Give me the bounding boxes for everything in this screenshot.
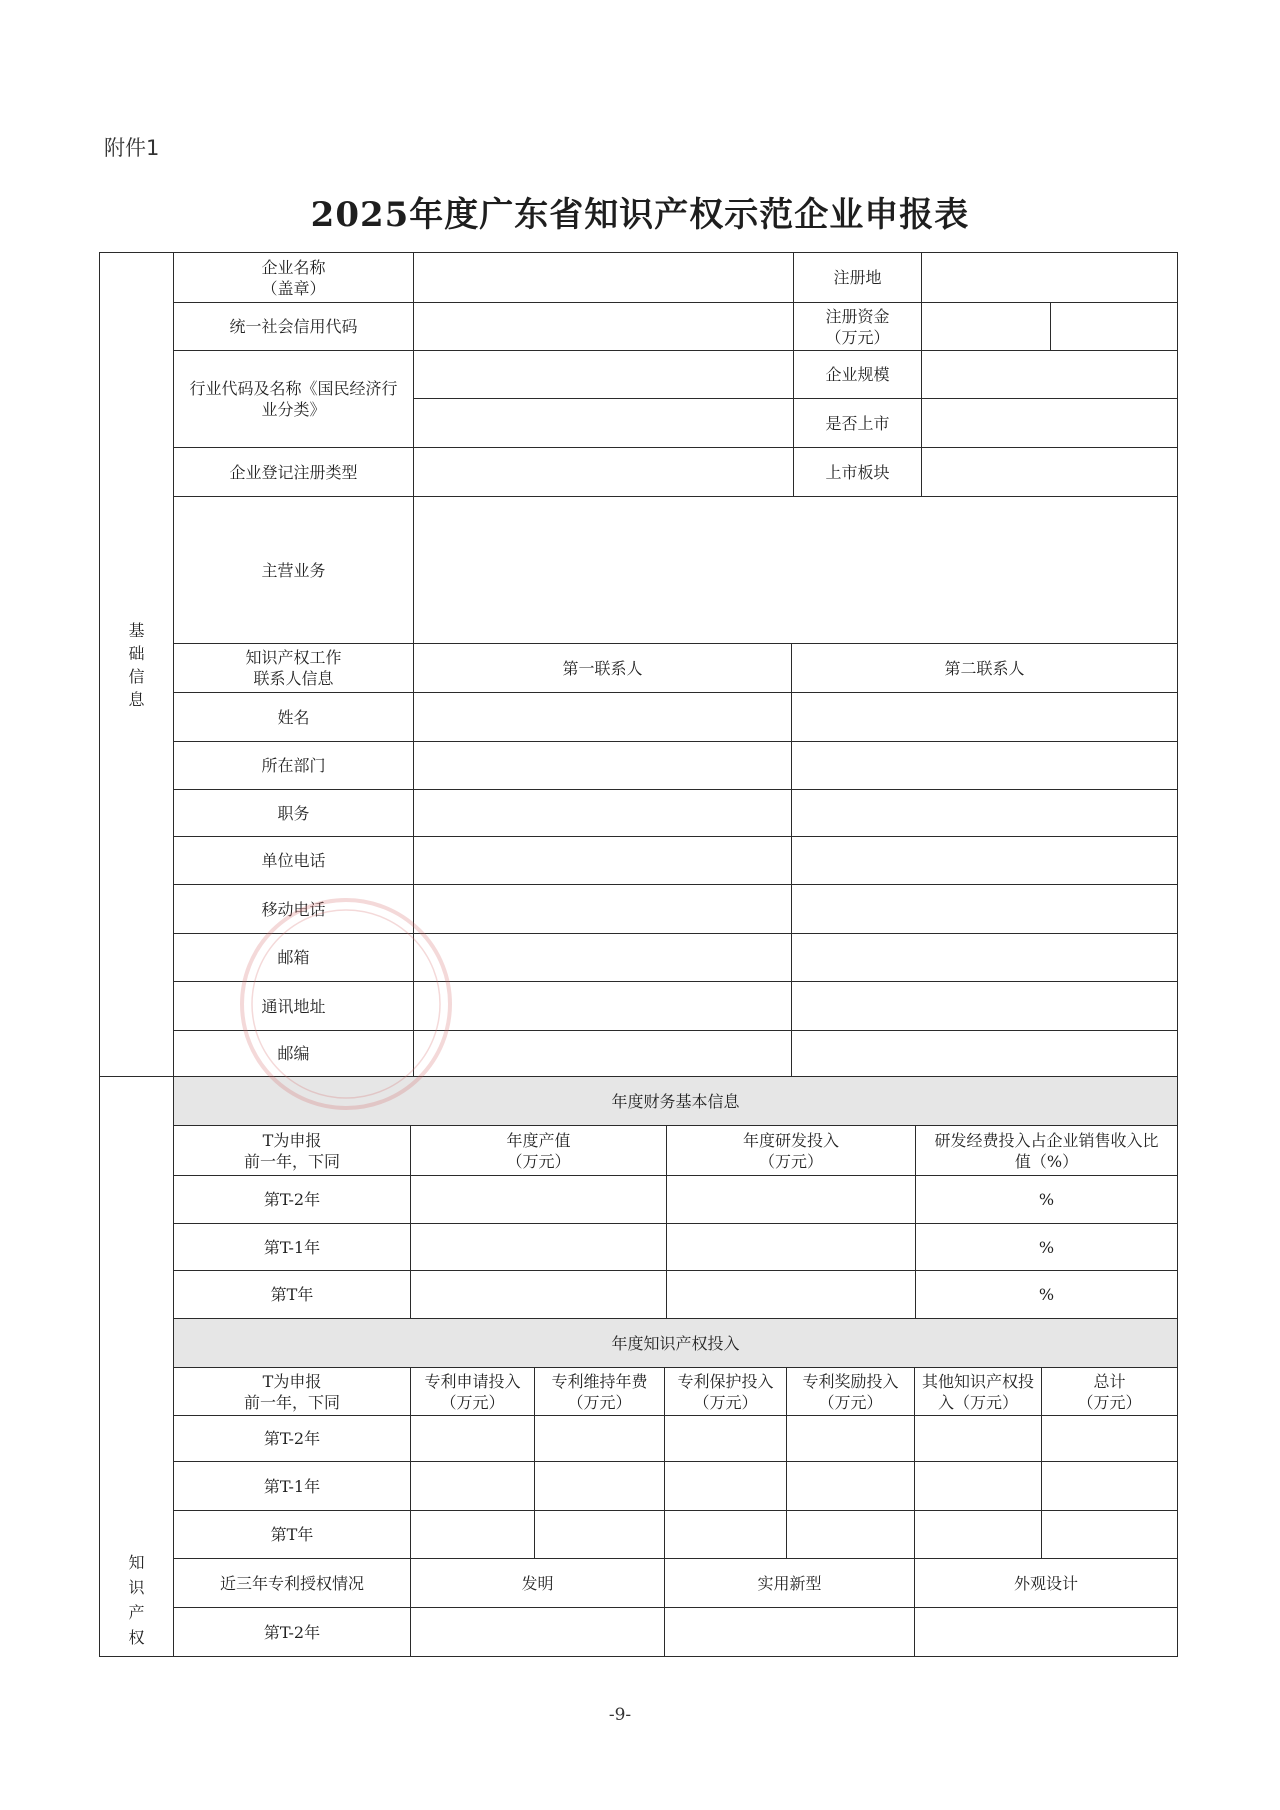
contact-postcode-second-value	[792, 1031, 1178, 1077]
finance-rd-ratio-value: %	[916, 1224, 1178, 1271]
basic-info-section-label: 基础信息	[128, 620, 145, 709]
contact-mobile-second-value	[792, 885, 1178, 934]
patent-grants-header-design: 外观设计	[915, 1559, 1178, 1608]
ip-investment-protection-value	[665, 1462, 787, 1511]
ip-investment-total-value	[1042, 1416, 1178, 1462]
contact-email-first-value	[414, 934, 792, 982]
contact-row-label-mobile: 移动电话	[174, 885, 414, 934]
first-contact-header: 第一联系人	[414, 644, 792, 693]
contact-info-label: 知识产权工作 联系人信息	[174, 644, 414, 693]
contact-row-label-name: 姓名	[174, 693, 414, 742]
listing-board-label: 上市板块	[794, 448, 922, 497]
contact-department-first-value	[414, 742, 792, 790]
ip-investment-header-application: 专利申请投入 （万元）	[411, 1368, 535, 1416]
ip-investment-protection-value	[665, 1511, 787, 1559]
main-business-label: 主营业务	[174, 497, 414, 644]
ip-investment-header-protection: 专利保护投入 （万元）	[665, 1368, 787, 1416]
finance-header-rd-investment: 年度研发投入 （万元）	[667, 1126, 916, 1176]
finance-section-title: 年度财务基本信息	[174, 1077, 1178, 1126]
registration-type-label: 企业登记注册类型	[174, 448, 414, 497]
patent-grants-utility-model-value	[665, 1608, 915, 1657]
ip-investment-reward-value	[787, 1511, 915, 1559]
contact-row-label-email: 邮箱	[174, 934, 414, 982]
ip-investment-row-year: 第T-1年	[174, 1462, 411, 1511]
contact-row-label-address: 通讯地址	[174, 982, 414, 1031]
second-contact-header: 第二联系人	[792, 644, 1178, 693]
registration-type-value	[414, 448, 794, 497]
finance-rd-ratio-value: %	[916, 1176, 1178, 1224]
contact-position-second-value	[792, 790, 1178, 837]
contact-name-first-value	[414, 693, 792, 742]
enterprise-scale-value	[922, 351, 1178, 399]
ip-section-cell	[100, 1077, 174, 1657]
registered-capital-value-1	[922, 303, 1051, 351]
ip-investment-total-value	[1042, 1462, 1178, 1511]
company-name-value	[414, 253, 794, 303]
registered-place-value	[922, 253, 1178, 303]
contact-office-phone-first-value	[414, 837, 792, 885]
contact-mobile-first-value	[414, 885, 792, 934]
ip-investment-other-value	[915, 1462, 1042, 1511]
contact-email-second-value	[792, 934, 1178, 982]
patent-grants-row-year: 第T-2年	[174, 1608, 411, 1657]
industry-name-value	[414, 399, 794, 448]
ip-investment-application-value	[411, 1511, 535, 1559]
contact-office-phone-second-value	[792, 837, 1178, 885]
contact-row-label-position: 职务	[174, 790, 414, 837]
ip-investment-row-year: 第T年	[174, 1511, 411, 1559]
page-number: -9-	[608, 1705, 632, 1725]
finance-rd-investment-value	[667, 1271, 916, 1319]
contact-address-first-value	[414, 982, 792, 1031]
finance-row-year: 第T-2年	[174, 1176, 411, 1224]
contact-position-first-value	[414, 790, 792, 837]
credit-code-value	[414, 303, 794, 351]
ip-investment-total-value	[1042, 1511, 1178, 1559]
ip-investment-other-value	[915, 1511, 1042, 1559]
registered-capital-label: 注册资金 （万元）	[794, 303, 922, 351]
ip-investment-section-title: 年度知识产权投入	[174, 1319, 1178, 1368]
ip-investment-maintenance-value	[535, 1416, 665, 1462]
contact-address-second-value	[792, 982, 1178, 1031]
company-name-label: 企业名称 （盖章）	[174, 253, 414, 303]
contact-name-second-value	[792, 693, 1178, 742]
is-listed-label: 是否上市	[794, 399, 922, 448]
patent-grants-header-utility-model: 实用新型	[665, 1559, 915, 1608]
finance-header-rd-ratio: 研发经费投入占企业销售收入比 值（%）	[916, 1126, 1178, 1176]
ip-investment-other-value	[915, 1416, 1042, 1462]
finance-output-value	[411, 1271, 667, 1319]
patent-grants-invention-value	[411, 1608, 665, 1657]
patent-grants-label: 近三年专利授权情况	[174, 1559, 411, 1608]
ip-investment-header-reward: 专利奖励投入 （万元）	[787, 1368, 915, 1416]
ip-investment-header-year: T为申报 前一年，下同	[174, 1368, 411, 1416]
ip-investment-maintenance-value	[535, 1462, 665, 1511]
finance-rd-ratio-value: %	[916, 1271, 1178, 1319]
contact-postcode-first-value	[414, 1031, 792, 1077]
form-title: 2025年度广东省知识产权示范企业申报表	[310, 195, 970, 235]
ip-investment-reward-value	[787, 1416, 915, 1462]
ip-investment-application-value	[411, 1462, 535, 1511]
is-listed-value	[922, 399, 1178, 448]
enterprise-scale-label: 企业规模	[794, 351, 922, 399]
ip-investment-reward-value	[787, 1462, 915, 1511]
finance-header-output: 年度产值 （万元）	[411, 1126, 667, 1176]
ip-investment-application-value	[411, 1416, 535, 1462]
main-business-value	[414, 497, 1178, 644]
contact-department-second-value	[792, 742, 1178, 790]
ip-investment-protection-value	[665, 1416, 787, 1462]
ip-investment-row-year: 第T-2年	[174, 1416, 411, 1462]
basic-info-section-cell	[100, 253, 174, 1077]
patent-grants-header-invention: 发明	[411, 1559, 665, 1608]
credit-code-label: 统一社会信用代码	[174, 303, 414, 351]
ip-investment-header-other: 其他知识产权投 入（万元）	[915, 1368, 1042, 1416]
industry-label: 行业代码及名称《国民经济行 业分类》	[174, 351, 414, 448]
ip-investment-header-maintenance: 专利维持年费 （万元）	[535, 1368, 665, 1416]
finance-output-value	[411, 1176, 667, 1224]
ip-investment-header-total: 总计 （万元）	[1042, 1368, 1178, 1416]
industry-code-value	[414, 351, 794, 399]
contact-row-label-office-phone: 单位电话	[174, 837, 414, 885]
patent-grants-design-value	[915, 1608, 1178, 1657]
finance-rd-investment-value	[667, 1176, 916, 1224]
finance-rd-investment-value	[667, 1224, 916, 1271]
contact-row-label-department: 所在部门	[174, 742, 414, 790]
finance-output-value	[411, 1224, 667, 1271]
listing-board-value	[922, 448, 1178, 497]
application-form-table	[99, 252, 1178, 1657]
contact-row-label-postcode: 邮编	[174, 1031, 414, 1077]
finance-header-year: T为申报 前一年，下同	[174, 1126, 411, 1176]
ip-section-label: 知识产权	[128, 1553, 145, 1647]
finance-row-year: 第T年	[174, 1271, 411, 1319]
registered-capital-value-2	[1051, 303, 1178, 351]
attachment-label: 附件1	[104, 136, 160, 160]
registered-place-label: 注册地	[794, 253, 922, 303]
finance-row-year: 第T-1年	[174, 1224, 411, 1271]
ip-investment-maintenance-value	[535, 1511, 665, 1559]
